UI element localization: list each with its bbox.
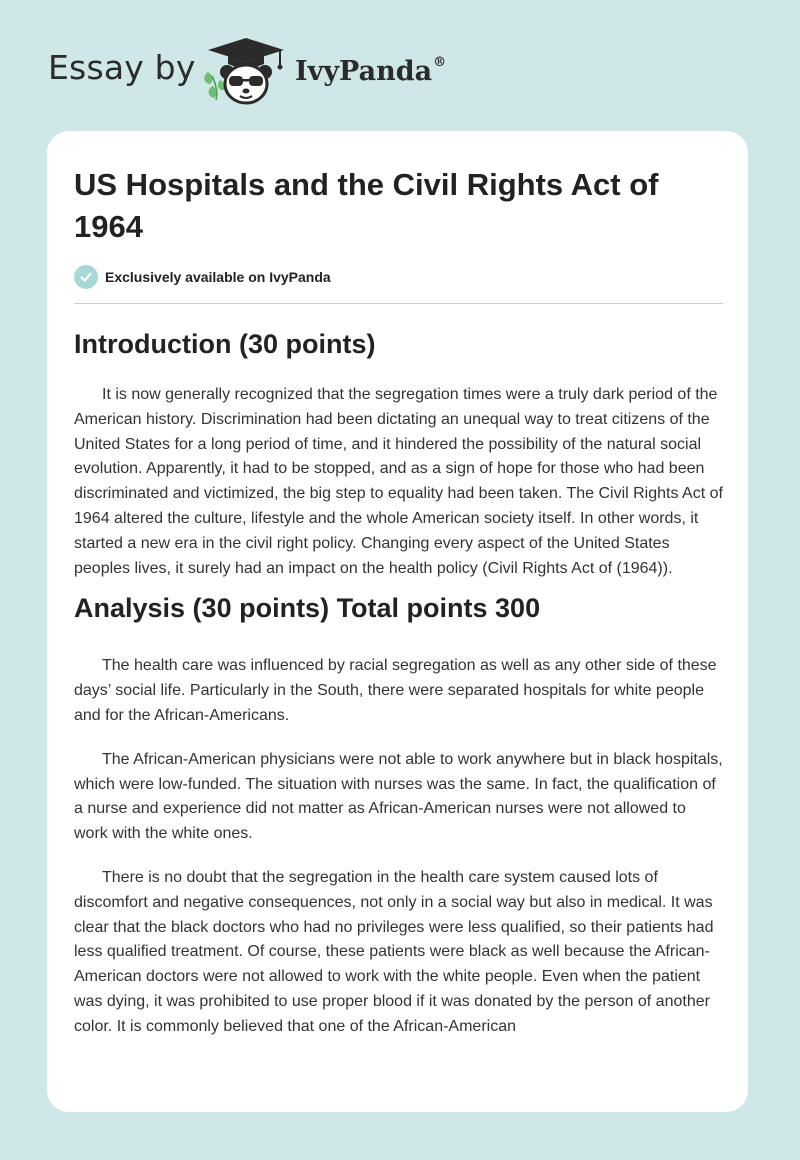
essay-card — [47, 131, 748, 1112]
check-icon — [74, 265, 98, 289]
badge-label: Exclusively available on IvyPanda — [105, 269, 331, 285]
paragraph: The health care was influenced by racial segregation as well as any other side of these days’ social life. Particularly in the South, there were separated hospitals for white people and for the African-Americans. — [74, 657, 717, 724]
divider — [74, 303, 723, 304]
brand-name-text: IvyPanda — [295, 56, 433, 87]
paragraph: The African-American physicians were not able to work anywhere but in black hospitals, which were low-funded. The situation with nurses was the same. In fact, the qualification of a nurse and experience did not matter as African-American nurses were not allowed to work with the white ones. — [74, 750, 723, 843]
paragraph: It is now generally recognized that the segregation times were a truly dark period of the American history. Discrimination had been dictating an unequal way to treat citizens of the United States for a long period of time, and it hindered the possibility of the natural social evolution. Apparently, it had to be stopped, and as a sign of hope for those who had been discriminated and victimized, the big step to equality had been taken. The Civil Rights Act of 1964 altered the culture, lifestyle and the whole American society itself. In other words, it started a new era in the civil right policy. Changing every aspect of the United States peoples lives, it surely had an impact on the health policy (Civil Rights Act of (1964)). — [74, 386, 723, 577]
essay-body — [74, 319, 724, 1040]
panda-graduate-icon[interactable] — [200, 34, 292, 108]
exclusive-badge — [74, 264, 331, 290]
registered-mark: ® — [433, 55, 447, 70]
section-heading-introduction: Introduction (30 points) — [74, 329, 376, 359]
page-title: US Hospitals and the Civil Rights Act of 1964 — [74, 167, 659, 244]
site-header — [0, 0, 800, 130]
paragraph: There is no doubt that the segregation in the health care system caused lots of discomfort and negative consequences, not only in a social way but also in medical. It was clear that the black doctors who had no privileges were less qualified, so their patients had less qualified treatment. Of course, these patients were black as well because the African-American doctors were not allowed to work with the white people. Even when the patient was dying, it was prohibited to use proper blood if it was donated by the person of another color. It is commonly believed that one of the African-American — [74, 868, 714, 1035]
brand-name[interactable] — [295, 55, 446, 87]
brand-prefix: Essay by — [48, 48, 196, 87]
section-heading-analysis: Analysis (30 points) Total points 300 — [74, 593, 541, 624]
